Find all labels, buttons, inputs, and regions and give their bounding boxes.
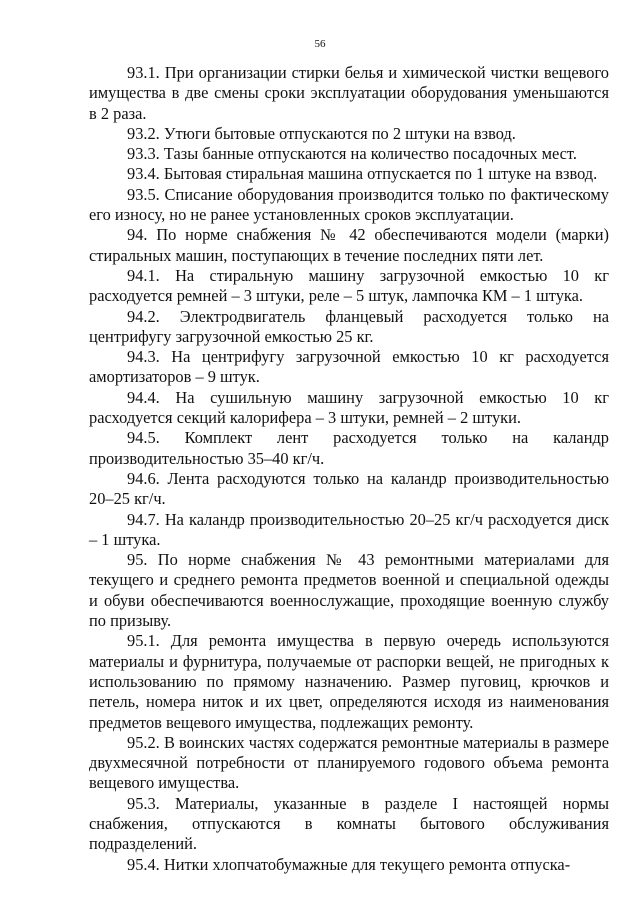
paragraph-94-6: 94.6. Лента расходуются только на каландр производительностью 20–25 кг/ч.	[89, 468, 609, 509]
paragraph-94-5: 94.5. Комплект лент расходуется только на каландр производительностью 35–40 кг/ч.	[89, 428, 609, 468]
paragraph-94-3: 94.3. На центрифугу загрузочной емкостью 10 кг расходуется амортизаторов – 9 штук.	[89, 347, 609, 387]
page-number: 56	[314, 38, 326, 50]
paragraph-94-7: 94.7. На каландр производительностью 20–25 кг/ч расходуется диск – 1 штука.	[89, 509, 609, 549]
paragraph-94-1: 94.1. На стиральную машину загрузочной емкостью 10 кг расходуется ремней – 3 штуки, реле – 5 штук, лампочка КМ – 1 штука.	[89, 265, 609, 306]
paragraph-93-5: 93.5. Списание оборудования производится только по фактическому его износу, но не ранее установленных сроков эксплуатации.	[89, 184, 609, 225]
paragraph-95-3: 95.3. Материалы, указанные в разделе I настоящей нормы снабжения, отпускаются в комнаты бытового обслуживания подразделений.	[89, 793, 609, 854]
paragraph-93-1: 93.1. При организации стирки белья и химической чистки вещевого имущества в две смены сроки эксплуатации оборудования уменьшаются в 2 раза.	[89, 63, 609, 123]
paragraph-95-4: 95.4. Нитки хлопчатобумажные для текущего ремонта отпуска-	[127, 854, 571, 874]
paragraph-95: 95. По норме снабжения № 43 ремонтными материалами для текущего и среднего ремонта предметов военной и специальной одежды и обуви обеспечиваются военнослужащие, проходящие военную службу по призыву.	[89, 550, 609, 631]
paragraph-93-4: 93.4. Бытовая стиральная машина отпускается по 1 штуке на взвод.	[127, 164, 598, 184]
paragraph-95-1: 95.1. Для ремонта имущества в первую очередь используются материалы и фурнитура, получаемые от распорки вещей, не пригодных к использованию по прямому назначению. Размер пуговиц, крючков и петель, номера ниток и их цвет, определяются исходя из наименования предметов вещевого имущества, подлежащих ремонту.	[89, 631, 609, 732]
paragraph-95-2: 95.2. В воинских частях содержатся ремонтные материалы в размере двухмесячной потребности от планируемого годового объема ремонта вещевого имущества.	[89, 732, 609, 793]
paragraph-94-2: 94.2. Электродвигатель фланцевый расходуется только на центрифугу загрузочной емкостью 25 кг.	[89, 306, 609, 346]
paragraph-94: 94. По норме снабжения № 42 обеспечиваются модели (марки) стиральных машин, поступающих в течение последних пяти лет.	[89, 225, 609, 265]
paragraph-93-3: 93.3. Тазы банные отпускаются на количество посадочных мест.	[127, 144, 577, 164]
paragraph-94-4: 94.4. На сушильную машину загрузочной емкостью 10 кг расходуется секций калорифера – 3 штуки, ремней – 2 штуки.	[89, 387, 609, 428]
document-body	[89, 63, 609, 875]
paragraph-93-2: 93.2. Утюги бытовые отпускаются по 2 штуки на взвод.	[127, 123, 516, 143]
